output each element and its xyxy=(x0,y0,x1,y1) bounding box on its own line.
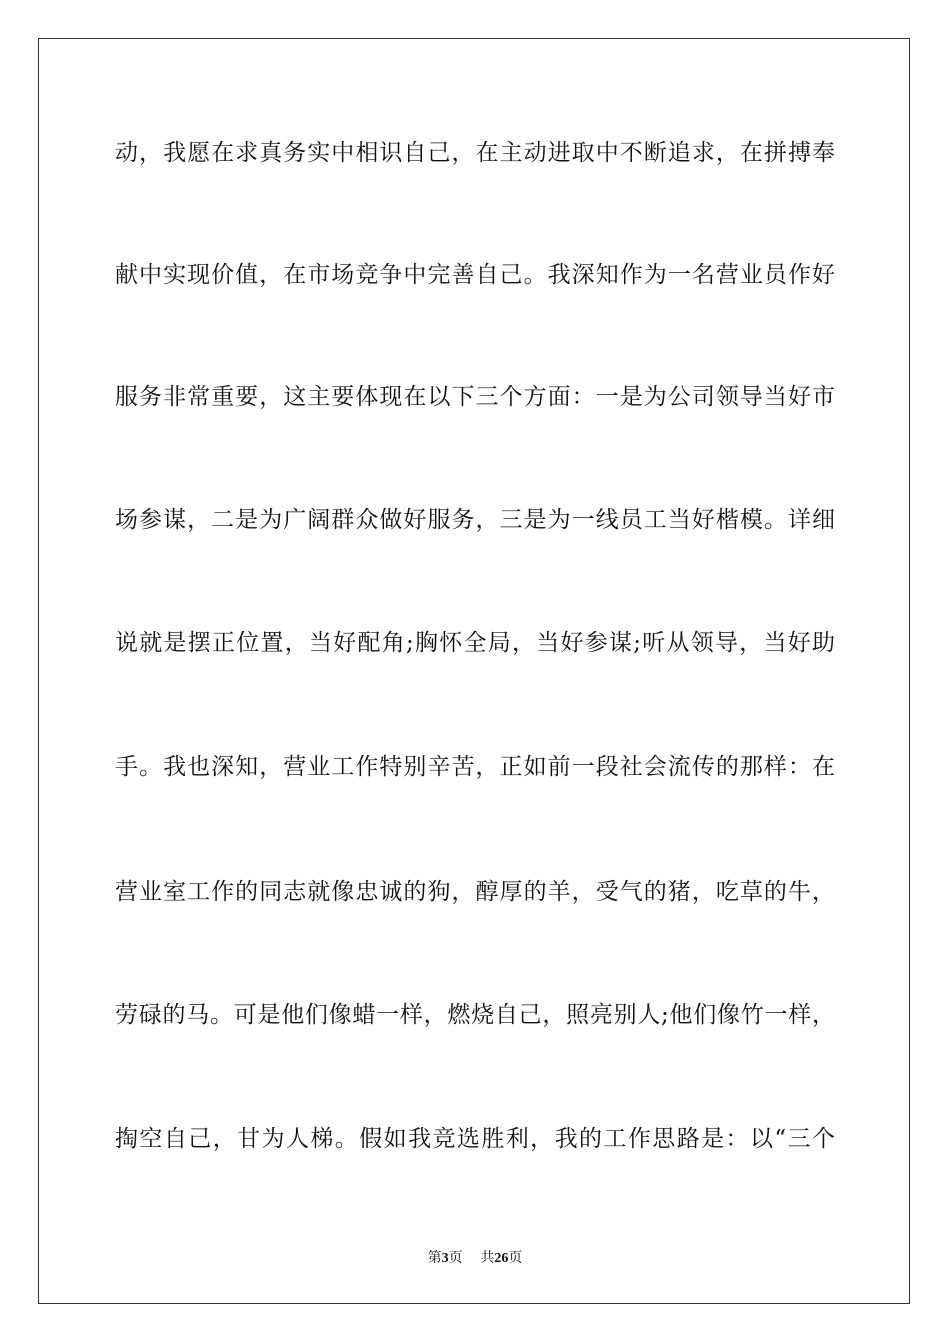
body-line-7: 营业室工作的同志就像忠诚的狗，醇厚的羊，受气的猪，吃草的牛， xyxy=(115,879,835,905)
footer-page-suffix: 页 xyxy=(448,1250,463,1266)
footer-total-number: 26 xyxy=(494,1251,509,1266)
body-line-5: 说就是摆正位置，当好配角;胸怀全局，当好参谋;听从领导，当好助 xyxy=(115,630,835,656)
footer-total-prefix: 共 xyxy=(480,1250,495,1266)
body-line-3: 服务非常重要，这主要体现在以下三个方面：一是为公司领导当好市 xyxy=(115,384,835,410)
body-line-6: 手。我也深知，营业工作特别辛苦，正如前一段社会流传的那样：在 xyxy=(115,754,835,780)
body-line-1: 动，我愿在求真务实中相识自己，在主动进取中不断追求，在拼搏奉 xyxy=(115,140,835,166)
footer-page-prefix: 第 xyxy=(427,1250,442,1266)
footer-page-number: 3 xyxy=(441,1251,449,1266)
body-line-4: 场参谋，二是为广阔群众做好服务，三是为一线员工当好楷模。详细 xyxy=(115,507,835,533)
page-border xyxy=(38,38,910,1304)
body-line-8: 劳碌的马。可是他们像蜡一样，燃烧自己，照亮别人;他们像竹一样， xyxy=(115,1002,835,1028)
footer-total-suffix: 页 xyxy=(508,1250,523,1266)
body-line-2: 献中实现价值，在市场竞争中完善自己。我深知作为一名营业员作好 xyxy=(115,262,835,288)
page-footer xyxy=(0,1247,950,1267)
body-line-9: 掏空自己，甘为人梯。假如我竞选胜利，我的工作思路是：以“三个 xyxy=(115,1126,835,1152)
